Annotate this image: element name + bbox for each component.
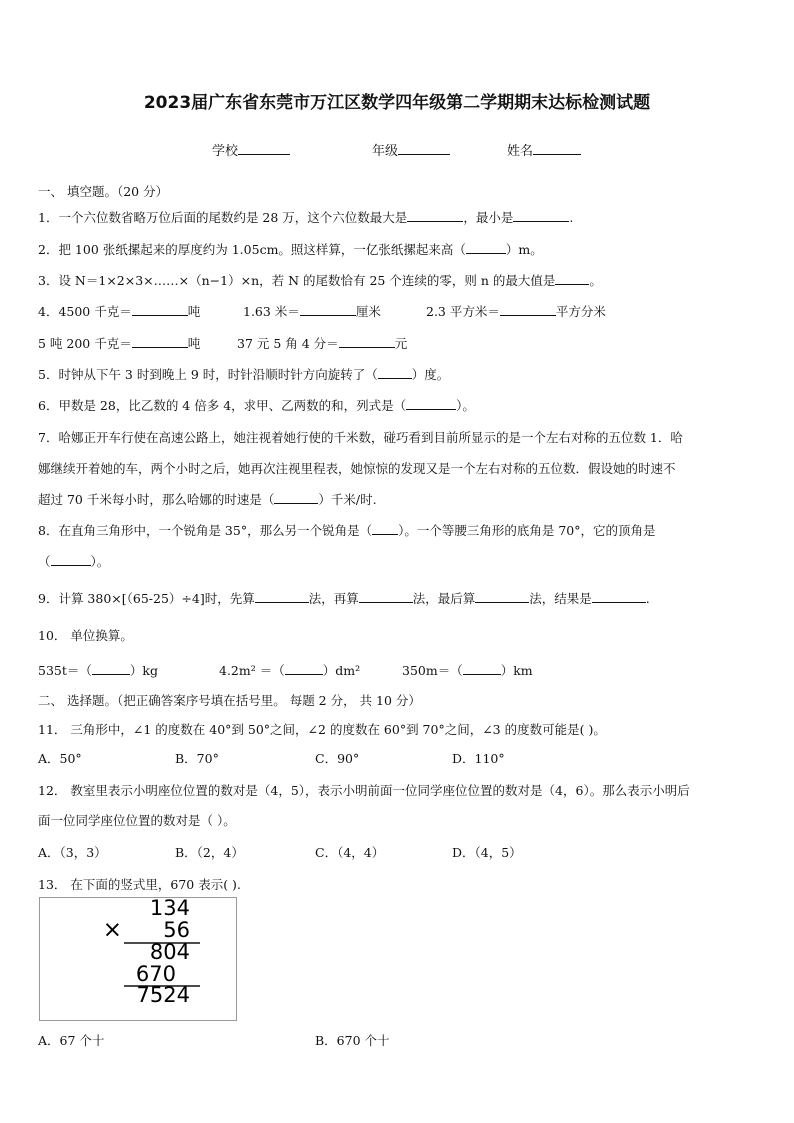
answer-blank[interactable] xyxy=(407,209,463,222)
answer-blank[interactable] xyxy=(92,662,130,675)
exam-title: 2023届广东省东莞市万江区数学四年级第二学期期末达标检测试题 xyxy=(143,93,651,113)
question-12-line-2: 面一位同学座位位置的数对是（ ）。 xyxy=(38,813,236,828)
times-sign: × xyxy=(102,917,122,943)
question-3: 3．设 N＝1×2×3×……×（n−1）×n，若 N 的尾数恰有 25 个连续的零，则 n 的最大值是 。 xyxy=(38,273,602,288)
question-7-line-3: 超过 70 千米每小时，那么哈娜的时速是（ ）千米/时. xyxy=(38,492,377,507)
answer-blank[interactable] xyxy=(339,335,395,348)
question-7-line-2: 娜继续开着她的车，两个小时之后，她再次注视里程表，她惊惊的发现又是一个左右对称的五位数．假设她的时速不 xyxy=(38,461,676,476)
section-2-heading: 二、 选择题。（把正确答案序号填在括号里。 每题 2 分， 共 10 分） xyxy=(38,693,421,708)
name-label: 姓名 xyxy=(507,144,534,159)
q13-option-a[interactable]: A．67 个十 xyxy=(38,1033,105,1048)
question-11: 11． 三角形中，∠1 的度数在 40°到 50°之间，∠2 的度数在 60°到 70°之间，∠3 的度数可能是( )。 xyxy=(38,722,606,737)
question-2: 2．把 100 张纸摞起来的厚度约为 1.05cm。照这样算，一亿张纸摞起来高（ ）m。 xyxy=(38,242,543,257)
grade-label: 年级 xyxy=(372,144,399,159)
answer-blank[interactable] xyxy=(592,590,646,603)
grade-field[interactable] xyxy=(372,140,450,159)
section-1-heading: 一、 填空题。（20 分） xyxy=(38,184,169,199)
name-field[interactable] xyxy=(507,140,581,159)
question-10: 10． 单位换算。 xyxy=(38,628,133,643)
q12-option-d[interactable]: D．（4，5） xyxy=(452,845,522,860)
multiplication-figure xyxy=(40,898,236,1020)
answer-blank[interactable] xyxy=(500,303,556,316)
school-label: 学校 xyxy=(212,144,239,159)
answer-blank[interactable] xyxy=(300,303,356,316)
question-4-b: 1.63 米＝ 厘米 xyxy=(243,304,381,319)
final-product: 7524 xyxy=(136,983,190,1007)
question-10-item-2: 4.2m² ＝（ ）dm² xyxy=(219,663,361,678)
q12-option-b[interactable]: B．（2，4） xyxy=(175,845,244,860)
q11-option-a[interactable]: A．50° xyxy=(38,751,82,766)
question-4-a: 4．4500 千克＝ 吨 xyxy=(38,304,201,319)
question-7-line-1: 7．哈娜正开车行使在高速公路上，她注视着她行使的千米数，碰巧看到目前所显示的是一个左右对称的五位数 1．哈 xyxy=(38,430,683,445)
question-5: 5．时钟从下午 3 时到晚上 9 时，时针沿顺时针方向旋转了（ ）度。 xyxy=(38,367,450,382)
question-8-line-2: （ ）。 xyxy=(38,554,110,569)
question-9: 9．计算 380×[（65-25）÷4]时，先算 法，再算 法，最后算 法，结果是 . xyxy=(38,591,650,606)
question-4-c: 2.3 平方米＝ 平方分米 xyxy=(426,304,606,319)
partial-product-2: 670 xyxy=(135,962,176,986)
question-12-line-1: 12． 教室里表示小明座位位置的数对是（4，5），表示小明前面一位同学座位位置的数对是（4，6）。那么表示小明后 xyxy=(38,783,690,798)
answer-blank[interactable] xyxy=(285,662,323,675)
answer-blank[interactable] xyxy=(372,522,398,535)
q13-option-b[interactable]: B．670 个十 xyxy=(315,1033,390,1048)
question-6: 6．甲数是 28，比乙数的 4 倍多 4，求甲、乙两数的和，列式是（ ）。 xyxy=(38,398,475,413)
multiplier: 56 xyxy=(163,918,190,942)
answer-blank[interactable] xyxy=(555,272,589,285)
question-1: 1．一个六位数省略万位后面的尾数约是 28 万，这个六位数最大是 ，最小是 . xyxy=(38,210,574,225)
partial-product-1: 804 xyxy=(149,940,190,964)
school-field[interactable] xyxy=(212,140,290,159)
answer-blank[interactable] xyxy=(359,590,413,603)
answer-blank[interactable] xyxy=(406,397,456,410)
question-10-item-1: 535t＝（ ）kg xyxy=(38,663,158,678)
question-13: 13． 在下面的竖式里，670 表示( ). xyxy=(38,877,241,892)
answer-blank[interactable] xyxy=(132,335,188,348)
multiplicand: 134 xyxy=(149,898,190,920)
answer-blank[interactable] xyxy=(274,491,318,504)
answer-blank[interactable] xyxy=(463,662,501,675)
answer-blank[interactable] xyxy=(466,241,506,254)
q11-option-d[interactable]: D．110° xyxy=(452,751,505,766)
q12-option-a[interactable]: A．（3，3） xyxy=(38,845,107,860)
answer-blank[interactable] xyxy=(51,553,91,566)
answer-blank[interactable] xyxy=(378,366,412,379)
question-4-e: 37 元 5 角 4 分＝ 元 xyxy=(237,336,408,351)
answer-blank[interactable] xyxy=(255,590,309,603)
question-4-d: 5 吨 200 千克＝ 吨 xyxy=(38,336,201,351)
q12-option-c[interactable]: C．（4，4） xyxy=(315,845,385,860)
question-10-item-3: 350m＝（ ）km xyxy=(402,663,533,678)
answer-blank[interactable] xyxy=(132,303,188,316)
question-8-line-1: 8．在直角三角形中，一个锐角是 35°，那么另一个锐角是（ ）。一个等腰三角形的底角是 70°，它的顶角是 xyxy=(38,523,656,538)
answer-blank[interactable] xyxy=(475,590,529,603)
answer-blank[interactable] xyxy=(513,209,569,222)
vertical-multiplication-image xyxy=(39,897,237,1021)
q11-option-b[interactable]: B．70° xyxy=(175,751,219,766)
q11-option-c[interactable]: C．90° xyxy=(315,751,360,766)
